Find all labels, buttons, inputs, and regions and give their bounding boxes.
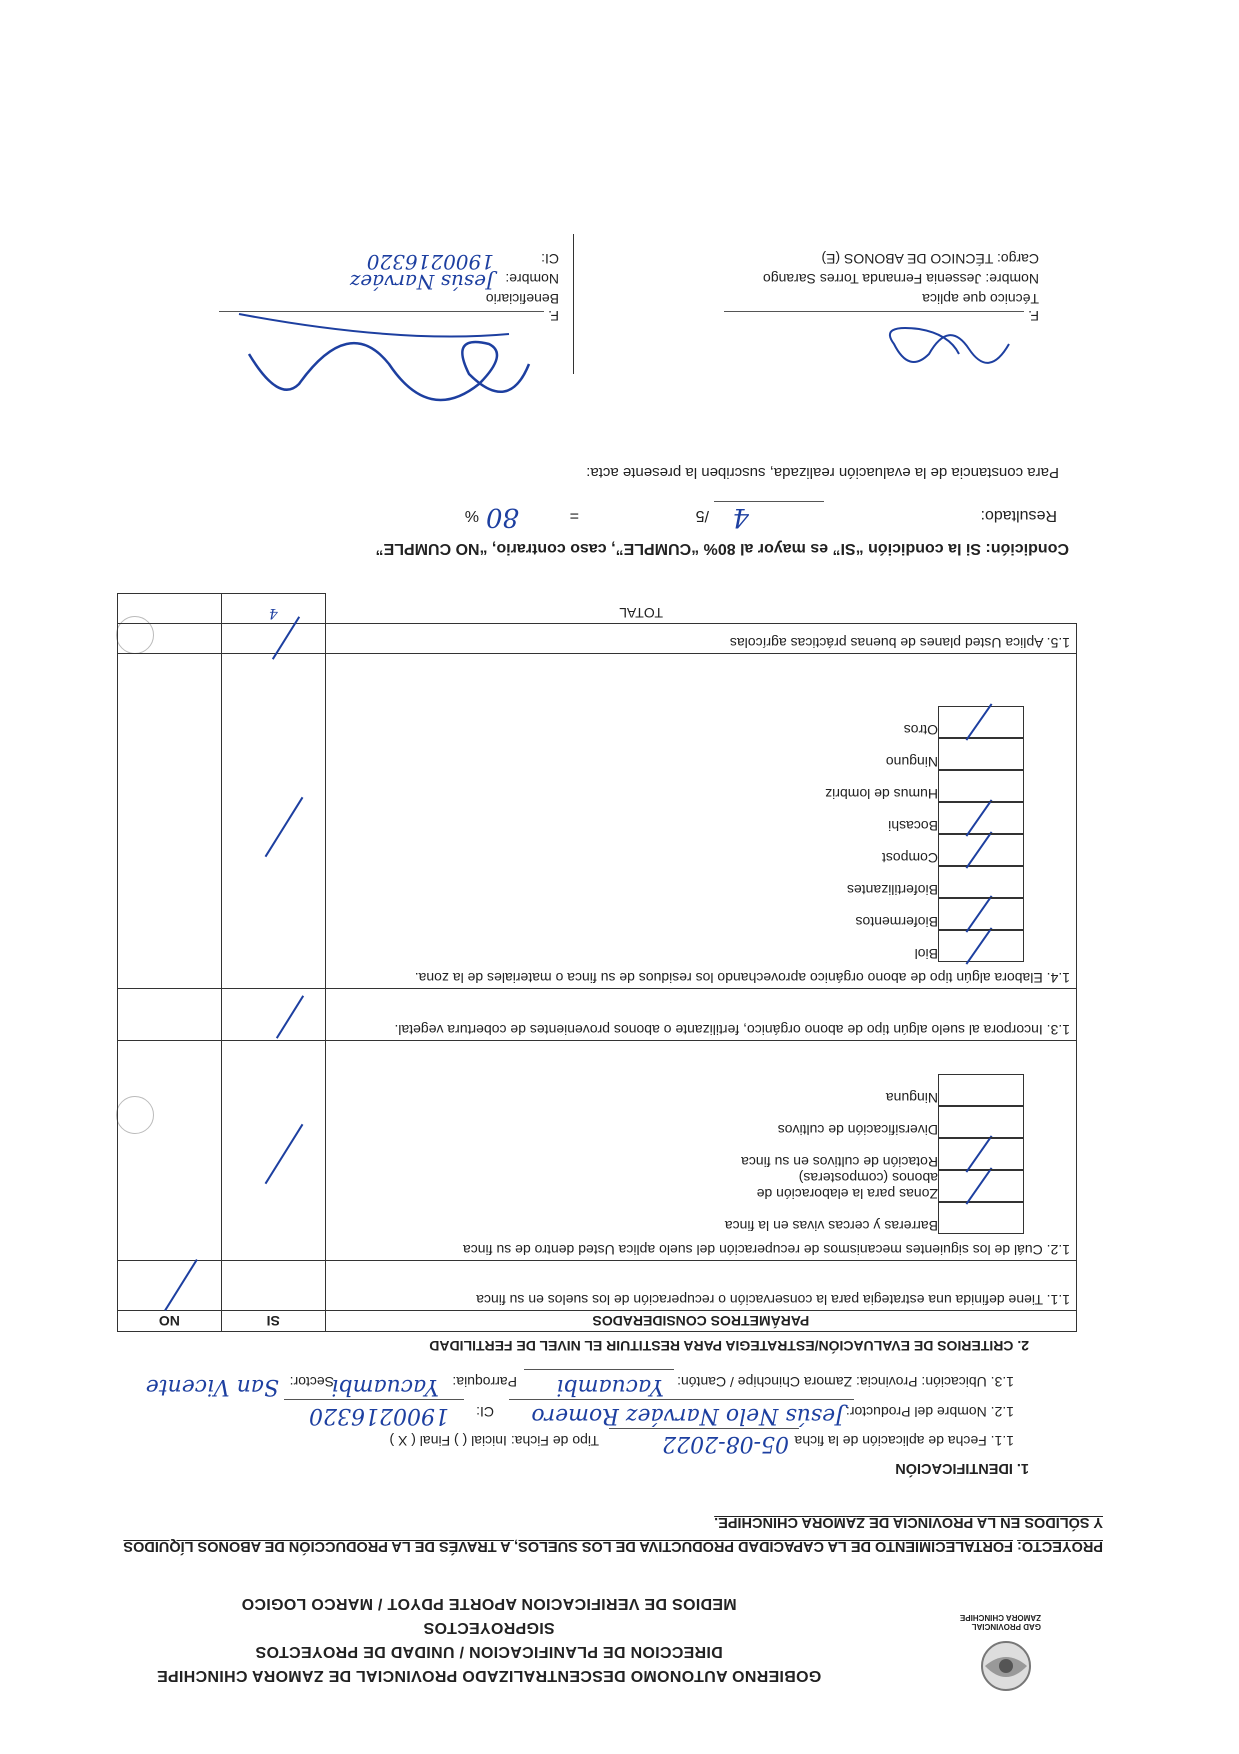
- org-line-4: MEDIOS DE VERIFICACION APORTE PDYOT / MARCO LOGICO: [241, 1595, 737, 1612]
- resultado-eq: =: [569, 507, 579, 524]
- option-label: Ninguno: [885, 754, 938, 770]
- resultado-den: /5: [695, 507, 709, 524]
- check-mark: [966, 831, 993, 868]
- criterion-1-2-si: [221, 1041, 325, 1261]
- pct-value: 80: [485, 502, 519, 532]
- option-checkbox: [938, 1074, 1024, 1106]
- check-mark: [966, 703, 993, 740]
- constancia-text: Para constancia de la evaluación realizada, suscriben la presente acta:: [586, 464, 1059, 481]
- option-row: [332, 930, 1030, 962]
- option-label: Otros: [903, 722, 938, 738]
- criterion-1-2-cell: [325, 1041, 1076, 1261]
- criterion-1-3: 1.3. Incorpora al suelo algún tipo de abono orgánico, fertilizante o abonos provenientes de cobertura vegetal.: [325, 989, 1076, 1041]
- condition-label: Condición:: [985, 540, 1069, 557]
- option-checkbox: [938, 1170, 1024, 1202]
- col-si-header: SI: [221, 1311, 325, 1332]
- option-label: Bocashi: [888, 818, 938, 834]
- productor-value: Jesús Nelo Narváez Romero: [531, 1403, 844, 1428]
- criteria-table: [117, 593, 1077, 1332]
- ci-label: CI:: [476, 1404, 494, 1420]
- benef-ci-value: 1900216320: [366, 250, 494, 274]
- table-row: [118, 1041, 1077, 1261]
- option-label: Barreras y cercas vivas en la finca: [724, 1218, 938, 1234]
- criterion-1-3-si: [221, 989, 325, 1041]
- total-si: 4: [221, 594, 325, 624]
- criterion-1-2-no: [118, 1041, 222, 1261]
- option-checkbox: [938, 898, 1024, 930]
- option-label: Biol: [914, 946, 938, 962]
- criterion-1-5-si: [221, 624, 325, 654]
- org-line-1: GOBIERNO AUTONOMO DESCENTRALIZADO PROVINCIAL DE ZAMORA CHINCHIPE: [156, 1667, 822, 1684]
- benef-role: Beneficiario: [485, 291, 559, 307]
- option-label: Diversificación de cultivos: [777, 1122, 938, 1138]
- option-label: Ninguna: [885, 1090, 938, 1106]
- tecnico-role: Técnico que aplica: [922, 291, 1039, 307]
- condition-block: [376, 539, 1069, 557]
- project-text: FORTALECIMIENTO DE LA CAPACIDAD PRODUCTIVA DE LOS SUELOS, A TRAVÉS DE LA PRODUCCIÓN DE ABONOS LÍQUIDOS Y SÓLIDOS EN LA PROVINCIA DE ZAMORA CHINCHIPE.: [123, 1514, 1103, 1554]
- criterion-1-4-no: [118, 654, 222, 989]
- check-mark: [276, 995, 304, 1038]
- parroquia-value: Yacuambi: [331, 1374, 439, 1399]
- benef-nombre-value: Jesús Narváez: [349, 270, 494, 294]
- tipo-ficha: Tipo de Ficha: Inicial ( ) Final ( X ): [389, 1433, 599, 1449]
- option-label: Compost: [881, 850, 938, 866]
- criterion-1-3-no: [118, 989, 222, 1041]
- check-mark: [164, 1259, 197, 1311]
- option-label: Biofertilizantes: [846, 882, 938, 898]
- section-1-title: 1. IDENTIFICACIÓN: [895, 1460, 1029, 1476]
- check-mark: [272, 616, 300, 659]
- org-line-2: DIRECCION DE PLANIFICACION / UNIDAD DE PROYECTOS: [255, 1643, 723, 1660]
- resultado-label: Resultado:: [980, 507, 1057, 524]
- criterion-1-2: 1.2. Cuál de los siguientes mecanismos de recuperación del suelo aplica Usted dentro de su finca: [462, 1242, 1070, 1258]
- project-block: [113, 1510, 1103, 1558]
- option-checkbox: [938, 1138, 1024, 1170]
- option-checkbox: [938, 738, 1024, 770]
- option-label: Zonas para la elaboración de abonos (composteras): [756, 1170, 938, 1202]
- criterion-1-4-si: [221, 654, 325, 989]
- option-checkbox: [938, 706, 1024, 738]
- options-1-4: [332, 706, 1030, 962]
- criterion-1-5-no: [118, 624, 222, 654]
- total-no: [118, 594, 222, 624]
- option-row: [332, 706, 1030, 738]
- check-mark: [966, 1167, 993, 1204]
- option-checkbox: [938, 834, 1024, 866]
- total-label-cell: [325, 594, 1076, 624]
- ci-value: 1900216320: [309, 1403, 449, 1428]
- sector-label: Sector:: [289, 1374, 334, 1390]
- option-row: [332, 802, 1030, 834]
- option-checkbox: [938, 802, 1024, 834]
- criterion-1-1: 1.1. Tiene definida una estrategia para la conservación o recuperación de los suelos en su finca: [325, 1261, 1076, 1311]
- option-checkbox: [938, 930, 1024, 962]
- org-line-3: SIGPROYECTOS: [423, 1619, 555, 1636]
- option-row: [332, 1170, 1030, 1202]
- productor-label: 1.2. Nombre del Productor:: [845, 1404, 1014, 1420]
- option-label: Humus de lombriz: [825, 786, 938, 802]
- check-mark: [264, 797, 303, 857]
- sector-value: San Vicente: [145, 1374, 279, 1399]
- options-1-2: [332, 1074, 1030, 1234]
- table-row: [118, 654, 1077, 989]
- option-row: [332, 1202, 1030, 1234]
- fecha-value: 05-08-2022: [662, 1431, 789, 1456]
- logo-text: GAD PROVINCIAL ZAMORA CHINCHIPE: [959, 1613, 1041, 1631]
- table-header-row: [118, 1311, 1077, 1332]
- parroquia-label: Parroquia:: [452, 1374, 517, 1390]
- fecha-label: 1.1. Fecha de aplicación de la ficha: [794, 1433, 1014, 1449]
- canton-value: Yacuambi: [556, 1374, 664, 1399]
- resultado-num: 4: [732, 502, 749, 532]
- section-2-title: 2. CRITERIOS DE EVALUACIÓN/ESTRATEGIA PARA RESTITUIR EL NIVEL DE FERTILIDAD: [429, 1338, 1029, 1354]
- condition-text: Si la condición “SI” es mayor al 80% “CUMPLE”, caso contrario, “NO CUMPLE”: [375, 540, 981, 557]
- beneficiario-signature: [229, 294, 549, 424]
- tecnico-cargo: Cargo: TÉCNICO DE ABONOS (E): [821, 251, 1039, 267]
- option-label: Rotación de cultivos en su finca: [741, 1154, 938, 1170]
- check-mark: [966, 927, 993, 964]
- check-mark: [966, 1135, 993, 1172]
- pct-sign: %: [464, 507, 479, 524]
- option-row: [332, 1138, 1030, 1170]
- tecnico-signature: [869, 314, 1019, 384]
- check-mark: [966, 799, 993, 836]
- criterion-1-1-si: [221, 1261, 325, 1311]
- option-row: [332, 834, 1030, 866]
- check-mark: [966, 895, 993, 932]
- option-row: [332, 1106, 1030, 1138]
- benef-ci-label: CI:: [541, 251, 559, 267]
- option-row: [332, 770, 1030, 802]
- tecnico-nombre: Nombre: Jessenia Fernanda Torres Sarango: [762, 271, 1039, 287]
- benef-f-prefix: F.: [548, 308, 559, 324]
- tecnico-f-prefix: F.: [1028, 308, 1039, 324]
- benef-nombre-label: Nombre:: [505, 271, 559, 287]
- logo: [921, 1613, 1041, 1696]
- signature-divider: [573, 234, 574, 374]
- project-label: PROYECTO:: [1017, 1538, 1103, 1554]
- globe-logo-icon: [971, 1636, 1041, 1696]
- total-label: TOTAL: [619, 605, 663, 621]
- option-row: [332, 738, 1030, 770]
- table-total-row: [118, 594, 1077, 624]
- option-checkbox: [938, 1106, 1024, 1138]
- table-row: [118, 1261, 1077, 1311]
- col-no-header: NO: [118, 1311, 222, 1332]
- option-checkbox: [938, 1202, 1024, 1234]
- option-row: [332, 866, 1030, 898]
- option-checkbox: [938, 866, 1024, 898]
- option-row: [332, 898, 1030, 930]
- ubicacion-label: 1.3. Ubicación: Provincia: Zamora Chinchipe / Cantón:: [677, 1374, 1014, 1390]
- option-checkbox: [938, 770, 1024, 802]
- col-param-header: PARÁMETROS CONSIDERADOS: [325, 1311, 1076, 1332]
- check-mark: [264, 1124, 303, 1184]
- table-row: [118, 989, 1077, 1041]
- doc-header: [119, 1594, 859, 1684]
- criterion-1-5: 1.5. Aplica Usted planes de buenas prácticas agrícolas: [325, 624, 1076, 654]
- option-label: Biofermentos: [855, 914, 938, 930]
- criterion-1-4: 1.4. Elabora algún tipo de abono orgánico aprovechando los residuos de su finca o materiales de la zona.: [414, 970, 1070, 986]
- criterion-1-4-cell: [325, 654, 1076, 989]
- table-row: [118, 624, 1077, 654]
- option-row: [332, 1074, 1030, 1106]
- criterion-1-1-no: [118, 1261, 222, 1311]
